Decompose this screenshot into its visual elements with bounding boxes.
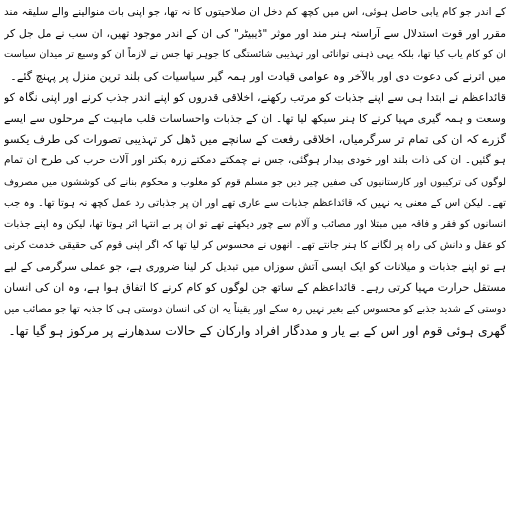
text-line: گزرے کہ ان کی تمام تر سرگرمیاں، اخلاقی رفعت کے سانچے میں ڈھل کر تہذیبی تصورات کی طرف یکسو <box>4 132 506 147</box>
text-line: لوگوں کی ترکیبوں اور کارستانیوں کی صفیں چیر دیں جو مسلم قوم کو مغلوب و محکوم بنانے کی کوششوں میں مصروف <box>4 176 506 188</box>
text-line: انسانوں کو فقر و فاقہ میں مبتلا اور مصائب و آلام سے چور دیکھتے تھے تو ان پر بے انتہا اثر ہوتا تھا، لیکن وہ اپنے جذبات <box>4 218 506 230</box>
text-line: گھری ہوئی قوم اور اس کے بے یار و مددگار افراد وارکان کے حالات سدھارنے پر مرکوز ہو گیا تھا۔ <box>8 322 506 338</box>
text-line: کو عقل و دانش کی راہ پر لگانے کا ہنر جانتے تھے۔ انھوں نے محسوس کر لیا تھا کہ اگر اپنی قوم کی حقیقی خدمت کرنی <box>4 240 506 252</box>
paragraph-1 <box>4 2 506 87</box>
text-line: کے اندر جو کام یابی حاصل ہوئی، اس میں کچھ کم دخل ان صلاحیتوں کا نہ تھا، جو اپنی بات منوالینے والے سلیقہ مند <box>4 6 506 18</box>
text-line: مقرر اور قوت استدلال سے آراستہ ہنر مند اور موثر "ڈیبیٹر" کی ان کے اندر موجود تھیں، ان سب نے مل جل کر <box>4 27 506 41</box>
text-line: دوستی کے شدید جذبے کو محسوس کیے بغیر نہیں رہ سکے اور یقیناً یہ ان کی انسان دوستی ہی کا جذبہ تھا جو مصائب میں <box>4 303 506 315</box>
text-line: مستقل حرارت مہیا کرتی رہے۔ قائداعظم کے ساتھ جن لوگوں کو کام کرنے کا اتفاق ہوا ہے، وہ ان کی انسان <box>4 281 506 295</box>
text-line: ان کو کام یاب کیا تھا، بلکہ یہی ذہنی توانائی اور تہذیبی شائستگی کا جوہر تھا جس نے لازماً ان کو وسیع تر میدان سیاست <box>4 49 506 61</box>
text-line: میں اترنے کی دعوت دی اور بالآخر وہ عوامی قیادت اور ہمہ گیر سیاسیات کی بلند ترین منزل پر پہنچ گئے۔ <box>10 69 506 83</box>
text-line: ہو گئیں۔ ان کی ذات بلند اور خودی بیدار ہوگئی، جس نے چمکتے دمکتے زرہ بکتر اور آلات حرب کی طرح ان تمام <box>4 154 506 167</box>
text-line: قائداعظم نے ابتدا ہی سے اپنے جذبات کو مرتب رکھنے، اخلاقی قدروں کو اپنے اندر جذب کرنے اور اپنی نگاہ کو <box>4 90 506 104</box>
text-line: ہے تو اپنے جذبات و میلانات کو ایک ایسی آتش سوزاں میں تبدیل کر لینا ضروری ہے، جو عملی سرگرمی کے لیے <box>4 260 506 274</box>
document-page <box>4 2 506 510</box>
text-line: وسعت و ہمہ گیری مہیا کرنے کا ہنر سیکھ لیا تھا۔ ان کے جذبات واحساسات قلب ماہیت کے مرحلوں سے ایسے <box>4 111 506 125</box>
text-line: تھے۔ لیکن اس کے معنی یہ نہیں کہ قائداعظم جذبات سے عاری تھے اور ان پر جذباتی رد عمل کچھ نہ ہوتا تھا۔ وہ جب <box>4 197 506 209</box>
paragraph-2 <box>4 87 506 341</box>
